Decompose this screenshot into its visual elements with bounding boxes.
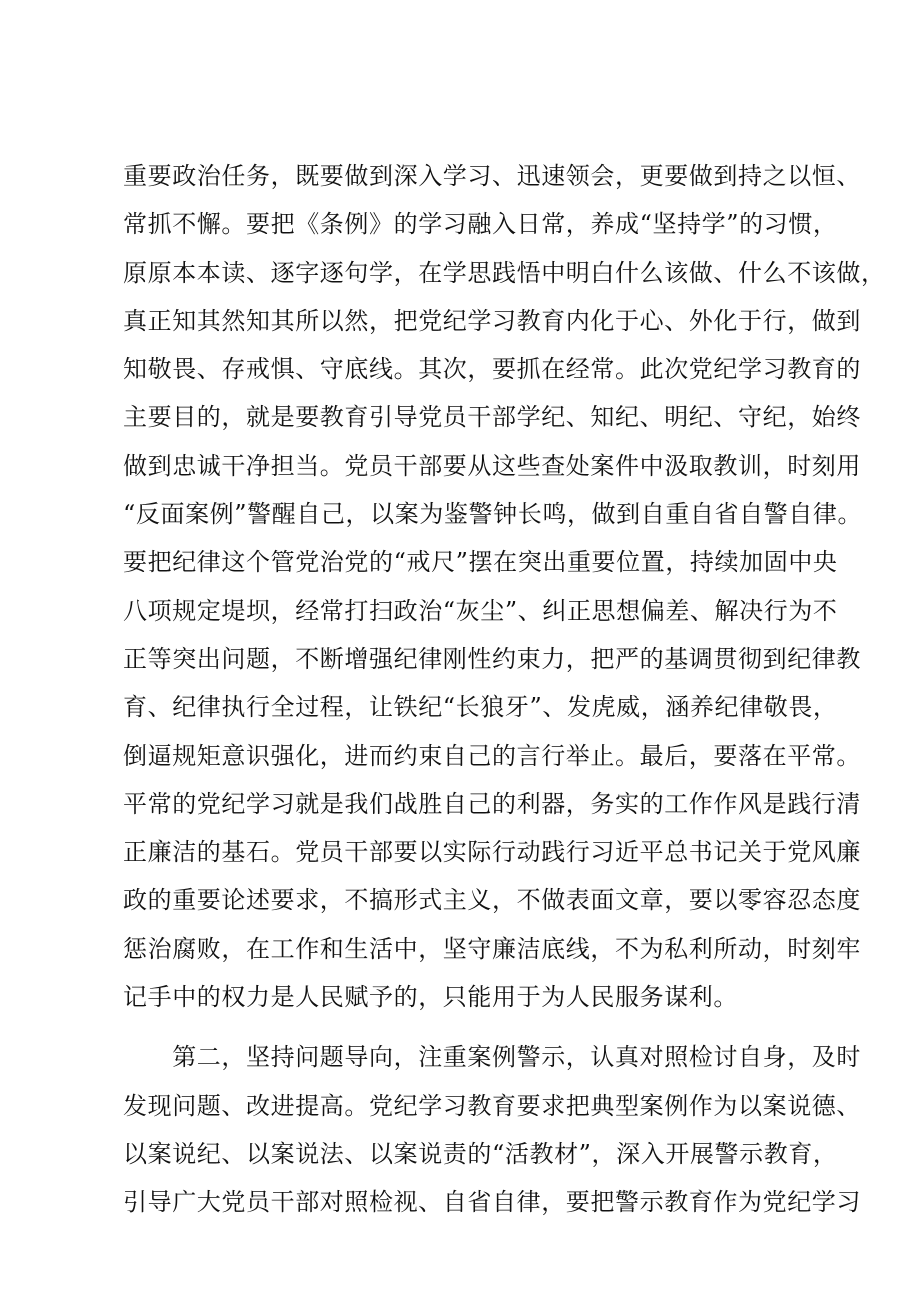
text-line: 政的重要论述要求，不搞形式主义，不做表面文章，要以零容忍态度 <box>123 886 861 915</box>
text-line: 做到忠诚干净担当。党员干部要从这些查处案件中汲取教训，时刻用 <box>123 451 861 480</box>
text-line: 主要目的，就是要教育引导党员干部学纪、知纪、明纪、守纪，始终 <box>123 403 861 432</box>
text-line: 发现问题、改进提高。党纪学习教育要求把典型案例作为以案说德、 <box>123 1091 861 1120</box>
text-line: 八项规定堤坝，经常打扫政治“灰尘”、纠正思想偏差、解决行为不 <box>123 596 838 625</box>
text-line: 第二，坚持问题导向，注重案例警示，认真对照检讨自身，及时 <box>123 1043 861 1072</box>
text-line: 倒逼规矩意识强化，进而约束自己的言行举止。最后，要落在平常。 <box>123 741 861 770</box>
text-line: 以案说纪、以案说法、以案说责的“活教材”，深入开展警示教育， <box>123 1139 838 1168</box>
paragraph-1 <box>123 152 886 1021</box>
text-line: 知敬畏、存戒惧、守底线。其次，要抓在经常。此次党纪学习教育的 <box>123 355 861 384</box>
text-line: 真正知其然知其所以然，把党纪学习教育内化于心、外化于行，做到 <box>123 306 861 335</box>
text-line: 要把纪律这个管党治党的“戒尺”摆在突出重要位置，持续加固中央 <box>123 548 838 577</box>
text-line: 平常的党纪学习就是我们战胜自己的利器，务实的工作作风是践行清 <box>123 789 861 818</box>
paragraph-2 <box>123 1033 861 1226</box>
text-line: 原原本本读、逐字逐句学，在学思践悟中明白什么该做、什么不该做， <box>123 258 886 287</box>
text-line: 育、纪律执行全过程，让铁纪“长狼牙”、发虎威，涵养纪律敬畏， <box>123 693 838 722</box>
text-line: 记手中的权力是人民赋予的，只能用于为人民服务谋利。 <box>123 983 738 1012</box>
text-line: 正廉洁的基石。党员干部要以实际行动践行习近平总书记关于党风廉 <box>123 838 861 867</box>
text-line: 常抓不懈。要把《条例》的学习融入日常，养成“坚持学”的习惯， <box>123 210 838 239</box>
text-line: 正等突出问题，不断增强纪律刚性约束力，把严的基调贯彻到纪律教 <box>123 644 861 673</box>
document-body <box>123 152 886 1227</box>
paragraph-spacing <box>123 1021 807 1033</box>
text-line: “反面案例”警醒自己，以案为鉴警钟长鸣，做到自重自省自警自律。 <box>123 500 863 529</box>
text-line: 引导广大党员干部对照检视、自省自律，要把警示教育作为党纪学习 <box>123 1188 861 1217</box>
text-line: 重要政治任务，既要做到深入学习、迅速领会，更要做到持之以恒、 <box>123 162 861 190</box>
text-line: 惩治腐败，在工作和生活中，坚守廉洁底线，不为私利所动，时刻牢 <box>123 934 861 963</box>
